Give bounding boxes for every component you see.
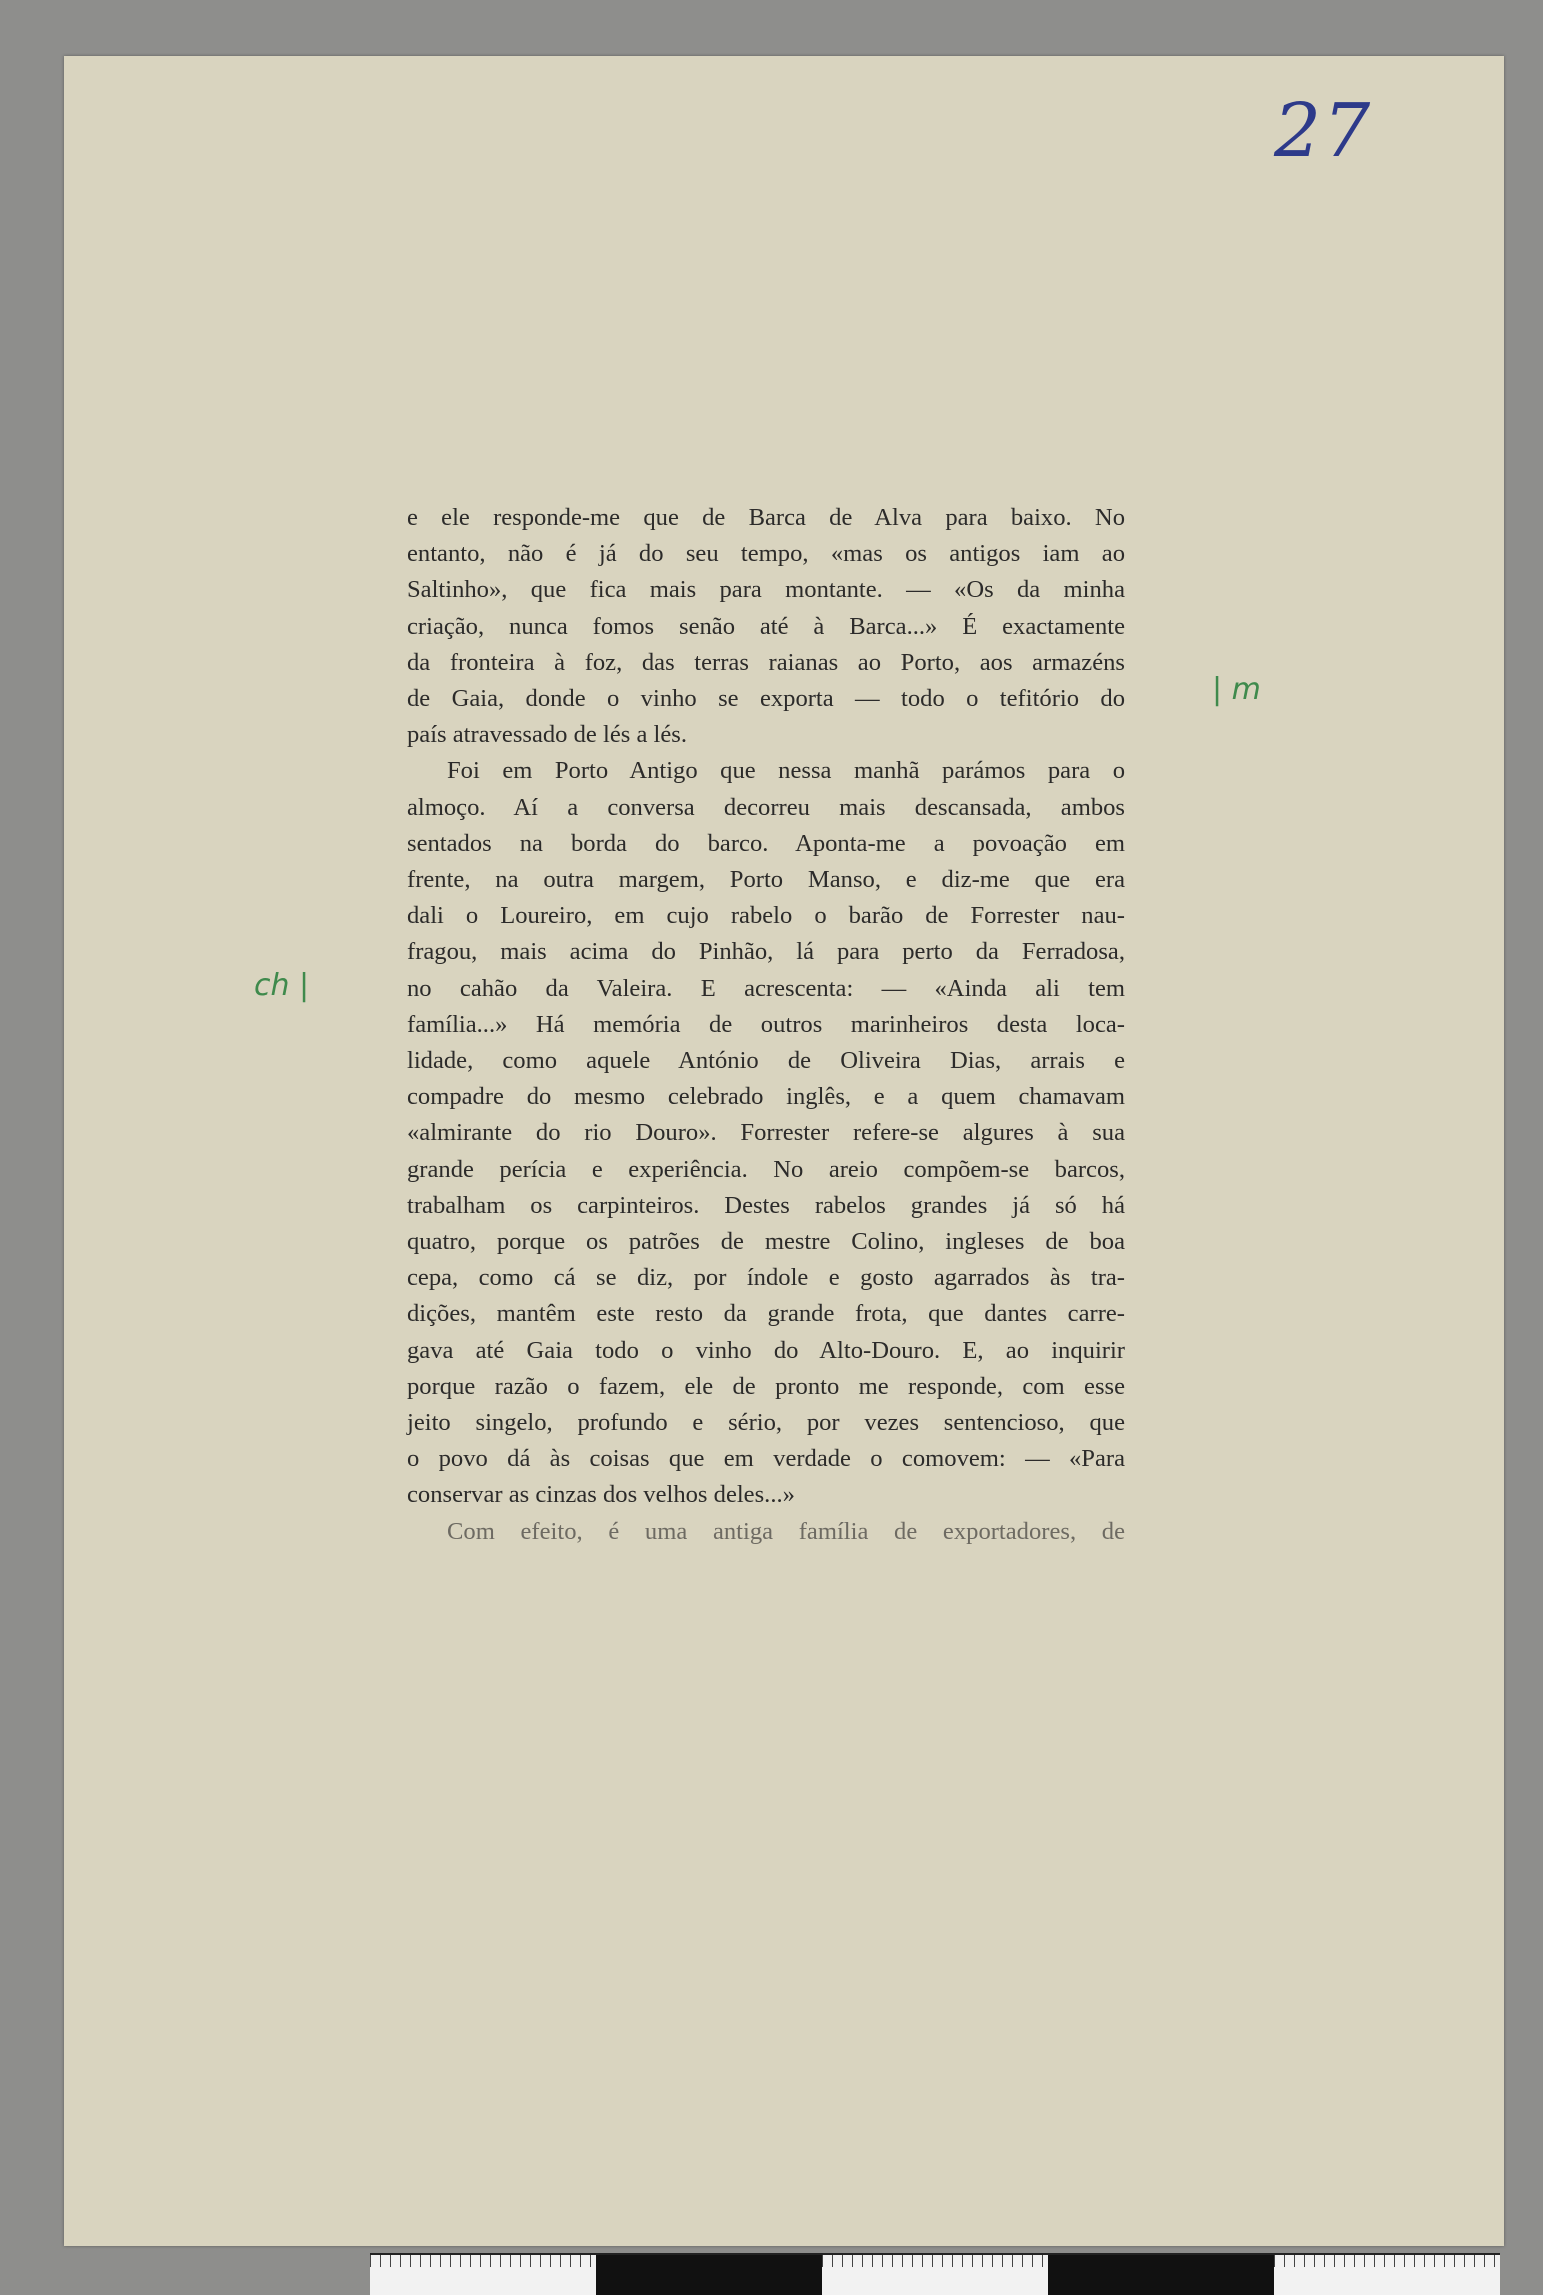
text-line: o povo dá às coisas que em verdade o comovem: — «Para: [407, 1445, 1125, 1473]
text-line: porque razão o fazem, ele de pronto me responde, com esse: [407, 1372, 1125, 1400]
text-line: dições, mantêm este resto da grande frota, que dantes carre-: [407, 1300, 1125, 1328]
text-line: país atravessado de lés a lés.: [407, 721, 687, 749]
text-line: e ele responde-me que de Barca de Alva para baixo. No: [407, 504, 1125, 531]
margin-note-left: ch |: [254, 968, 310, 1003]
document-page: [64, 56, 1504, 2246]
text-line: quatro, porque os patrões de mestre Colino, ingleses de boa: [407, 1228, 1125, 1256]
text-line: criação, nunca fomos senão até à Barca...» É exactamente: [407, 612, 1125, 640]
text-line: da fronteira à foz, das terras raianas ao Porto, aos armazéns: [407, 648, 1125, 676]
text-line: Foi em Porto Antigo que nessa manhã parámos para o: [447, 757, 1125, 785]
text-line: fragou, mais acima do Pinhão, lá para perto da Ferradosa,: [407, 938, 1125, 966]
text-line: no cahão da Valeira. E acrescenta: — «Ainda ali tem: [407, 974, 1125, 1002]
text-line: frente, na outra margem, Porto Manso, e diz-me que era: [407, 866, 1125, 894]
text-line: família...» Há memória de outros marinheiros desta loca-: [407, 1010, 1125, 1038]
body-text: [407, 500, 1125, 1550]
text-line: Saltinho», que fica mais para montante. — «Os da minha: [407, 576, 1125, 604]
text-line: lidade, como aquele António de Oliveira Dias, arrais e: [407, 1047, 1125, 1075]
page-number: 27: [1274, 88, 1373, 174]
text-line: compadre do mesmo celebrado inglês, e a quem chamavam: [407, 1083, 1125, 1111]
text-line: entanto, não é já do seu tempo, «mas os antigos iam ao: [407, 540, 1125, 568]
text-line: jeito singelo, profundo e sério, por vezes sentencioso, que: [407, 1409, 1125, 1437]
text-line: sentados na borda do barco. Aponta-me a povoação em: [407, 829, 1125, 857]
color-scale-bar: [370, 2253, 1500, 2293]
text-line: de Gaia, donde o vinho se exporta — todo o tefitório do: [407, 685, 1125, 713]
text-line: grande perícia e experiência. No areio compõem-se barcos,: [407, 1155, 1125, 1183]
text-line: «almirante do rio Douro». Forrester refere-se algures à sua: [407, 1119, 1125, 1147]
text-line: dali o Loureiro, em cujo rabelo o barão de Forrester nau-: [407, 902, 1125, 930]
text-line: cepa, como cá se diz, por índole e gosto agarrados às tra-: [407, 1264, 1125, 1292]
margin-note-right: | m: [1212, 672, 1261, 707]
scale-segment: [822, 2253, 1048, 2295]
scale-segment: [1048, 2253, 1274, 2295]
text-line: trabalham os carpinteiros. Destes rabelos grandes já só há: [407, 1191, 1125, 1219]
text-line: gava até Gaia todo o vinho do Alto-Douro. E, ao inquirir: [407, 1336, 1125, 1364]
text-line: conservar as cinzas dos velhos deles...»: [407, 1481, 795, 1509]
text-line: Com efeito, é uma antiga família de exportadores, de: [447, 1517, 1125, 1545]
scale-segment: [1274, 2253, 1500, 2295]
scale-segment: [596, 2253, 822, 2295]
scale-segment: [370, 2253, 596, 2295]
text-line: almoço. Aí a conversa decorreu mais descansada, ambos: [407, 793, 1125, 821]
